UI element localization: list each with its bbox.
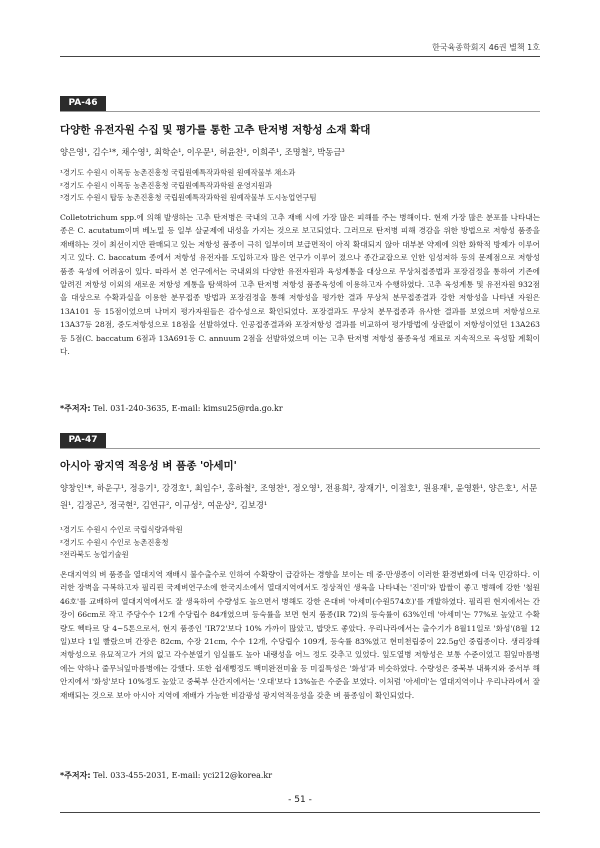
abstract-text: Colletotrichum spp.에 의해 발생하는 고추 탄저병은 국내의 고추 재배 시에 가장 많은 피해를 주는 병해이다. 현재 가장 많은 분포를 나타내는 종은 C. acutatum이며 베노밀 등 일부 살균제에 내성을 가지는 것으로 보고되었다. 그러므로 탄저병 피해 경감을 위한 방법으로 저항성 품종을 재배하는 것이 최선이지만 판매되고 있는 저항성 품종이 극히 일부이며 보급면적이 아직 확대되지 않아 대부분 약제에 의한 화학적 방제가 이루어지고 있다. C. baccatum 종에서 저항성 유전자를 도입하고자 많은 연구가 이루어 졌으나 종간교잡으로 인한 임성저하 등의 문제점으로 저항성 품종 육성에 어려움이 있다. 따라서 본 연구에서는 국내외의 다양한 유전자원과 육성계통을 대상으로 무상처접종법과 포장검정을 통하여 기존에 알려진 저항성 이외의 새로운 저항성 계통을 탐색하여 고추 탄저병 저항성 품종육성에 이용하고자 수행하였다. 고추 육성계통 및 유전자원 932점을 대상으로 수확과실을 이용한 분무접종 방법과 포장검정을 통해 저항성을 평가한 결과 무상처 분무접종결과 강한 저항성을 나타낸 자원은 13A101 등 15점이었으며 나머지 평가자원들은 감수성으로 확인되었다. 포장결과도 무상처 분무접종과 유사한 결과를 보였으며 저항성으로 13A37등 28점, 중도저항성으로 18점을 선발하였다. 인공접종결과와 포장저항성 결과를 비교하여 평가방법에 상관없이 저항성이었던 13A263등 5점(C. baccatum 6점과 13A691등 C. annuum 2점을 선발하였으며 이는 고추 탄저병 저항성 품종육성 재료로 지속적으로 육성할 계획이다. <box>60 213 540 357</box>
author-list: 양창인¹*, 하운구¹, 정응기¹, 강경호¹, 최임수¹, 홍하철², 조영찬¹, 정오영¹, 전용희², 장재기¹, 이점호¹, 원용재¹, 윤영환¹, 양은호¹, 서문원¹, 김정곤³, 정국현², 김연규², 이규성², 여운상², 김보경¹ <box>60 483 538 510</box>
running-header <box>60 42 540 57</box>
affiliation-list <box>60 524 540 562</box>
journal-title: 한국육종학회지 46권 별책 1호 <box>432 43 540 52</box>
abstract-title: 아시아 광지역 적응성 벼 품종 '아세미' <box>60 460 237 472</box>
affiliation: ³전라북도 농업기술원 <box>60 550 129 559</box>
footer-rule <box>60 812 540 813</box>
contact-label: *주저자: <box>60 404 91 413</box>
abstract-tag: PA-47 <box>60 433 106 448</box>
affiliation-list <box>60 167 540 205</box>
abstract-body <box>60 211 540 358</box>
abstract-title: 다양한 유전자원 수집 및 평가를 통한 고추 탄저병 저항성 소재 확대 <box>60 124 371 136</box>
tag-divider <box>60 111 540 112</box>
author-list: 양은영¹, 김수¹*, 채수영¹, 최학순¹, 이우문¹, 허윤찬¹, 이희주¹, 조명철², 박동금³ <box>60 147 345 157</box>
affiliation: ¹경기도 수원시 수인로 국립식량과학원 <box>60 525 183 534</box>
contact-label: *주저자: <box>60 771 91 780</box>
abstract-text: 온대지역의 벼 품종을 열대지역 재배시 불수출수로 인하여 수확량이 급감하는 경향을 보이는 데 중·만생종이 이러한 환경변화에 더욱 민감하다. 이러한 장벽을 극복하고자 필리핀 국제벼연구소에 한국지소에서 열대지역에서도 정상적인 생육을 나타내는 '진미'와 밥쌀이 좋고 병해에 강한 '철원46호'를 교배하여 열대지역에서도 잘 생육하여 수량성도 높으면서 병해도 강한 온대벼 '아세미(수원574호)'를 개발하였다. 필리핀 현지에서는 간장이 66cm로 작고 주당수수 12개 수당립수 84개였으며 등숙률을 보면 현지 품종(IR 72)의 등숙률이 63%인데 '아세미'는 77%로 높았고 수확량도 헥타르 당 4~5톤으로서, 현지 품종인 'IR72'보다 10% 가까이 많았고, 밥맛도 좋았다. 우리나라에서는 출수기가 8월11일로 '화성'(8월 12일)보다 1일 빨랐으며 간장은 82cm, 수장 21cm, 수수 12개, 수당립수 109개, 등숙률 83%였고 현미천립중이 22.5g인 중립종이다. 생리장해 저항성으로 유묘적고가 거의 없고 각수분열기 임실률도 높아 내랭성을 어느 정도 갖추고 있었다. 잎도열병 저항성은 보통 수준이었고 흰잎마름병에는 약하나 줄무늬잎마름병에는 강했다. 또한 쉽새뻥정도 백미완전미율 등 미질특성은 '화성'과 비슷하였다. 수량성은 중북부 내륙지와 중서부 해안지에서 '화성'보다 10%정도 높았고 중북부 산간지에서는 '오대'보다 13%높은 수준을 보였다. 이처럼 '아세미'는 열대지역이나 우리나라에서 잘 재배되는 것으로 보아 아시아 지역에 재배가 가능한 비감광성 광지역적응성을 갖춘 벼 품종임이 확인되었다. <box>60 570 540 700</box>
affiliation: ³경기도 수원시 탑동 농촌진흥청 국립원예특작과학원 원예작물부 도시농업연구팀 <box>60 193 317 202</box>
page-number: - 51 - <box>288 795 312 805</box>
affiliation: ²경기도 수원시 수인로 농촌진흥청 <box>60 537 169 547</box>
affiliation: ²경기도 수원시 이목동 농촌진흥청 국립원예특작과학원 운영지원과 <box>60 180 272 190</box>
affiliation: ¹경기도 수원시 이목동 농촌진흥청 국립원예특작과학원 원예작물부 채소과 <box>60 168 296 177</box>
contact-info: Tel. 033-455-2031, E-mail: yci212@korea.kr <box>93 771 273 780</box>
contact-info: Tel. 031-240-3635, E-mail: kimsu25@rda.go.kr <box>93 404 283 413</box>
contact-line <box>60 403 540 414</box>
tag-divider <box>60 448 540 449</box>
abstract-tag: PA-46 <box>60 96 106 111</box>
abstract-body <box>60 568 540 702</box>
contact-line <box>60 770 540 781</box>
